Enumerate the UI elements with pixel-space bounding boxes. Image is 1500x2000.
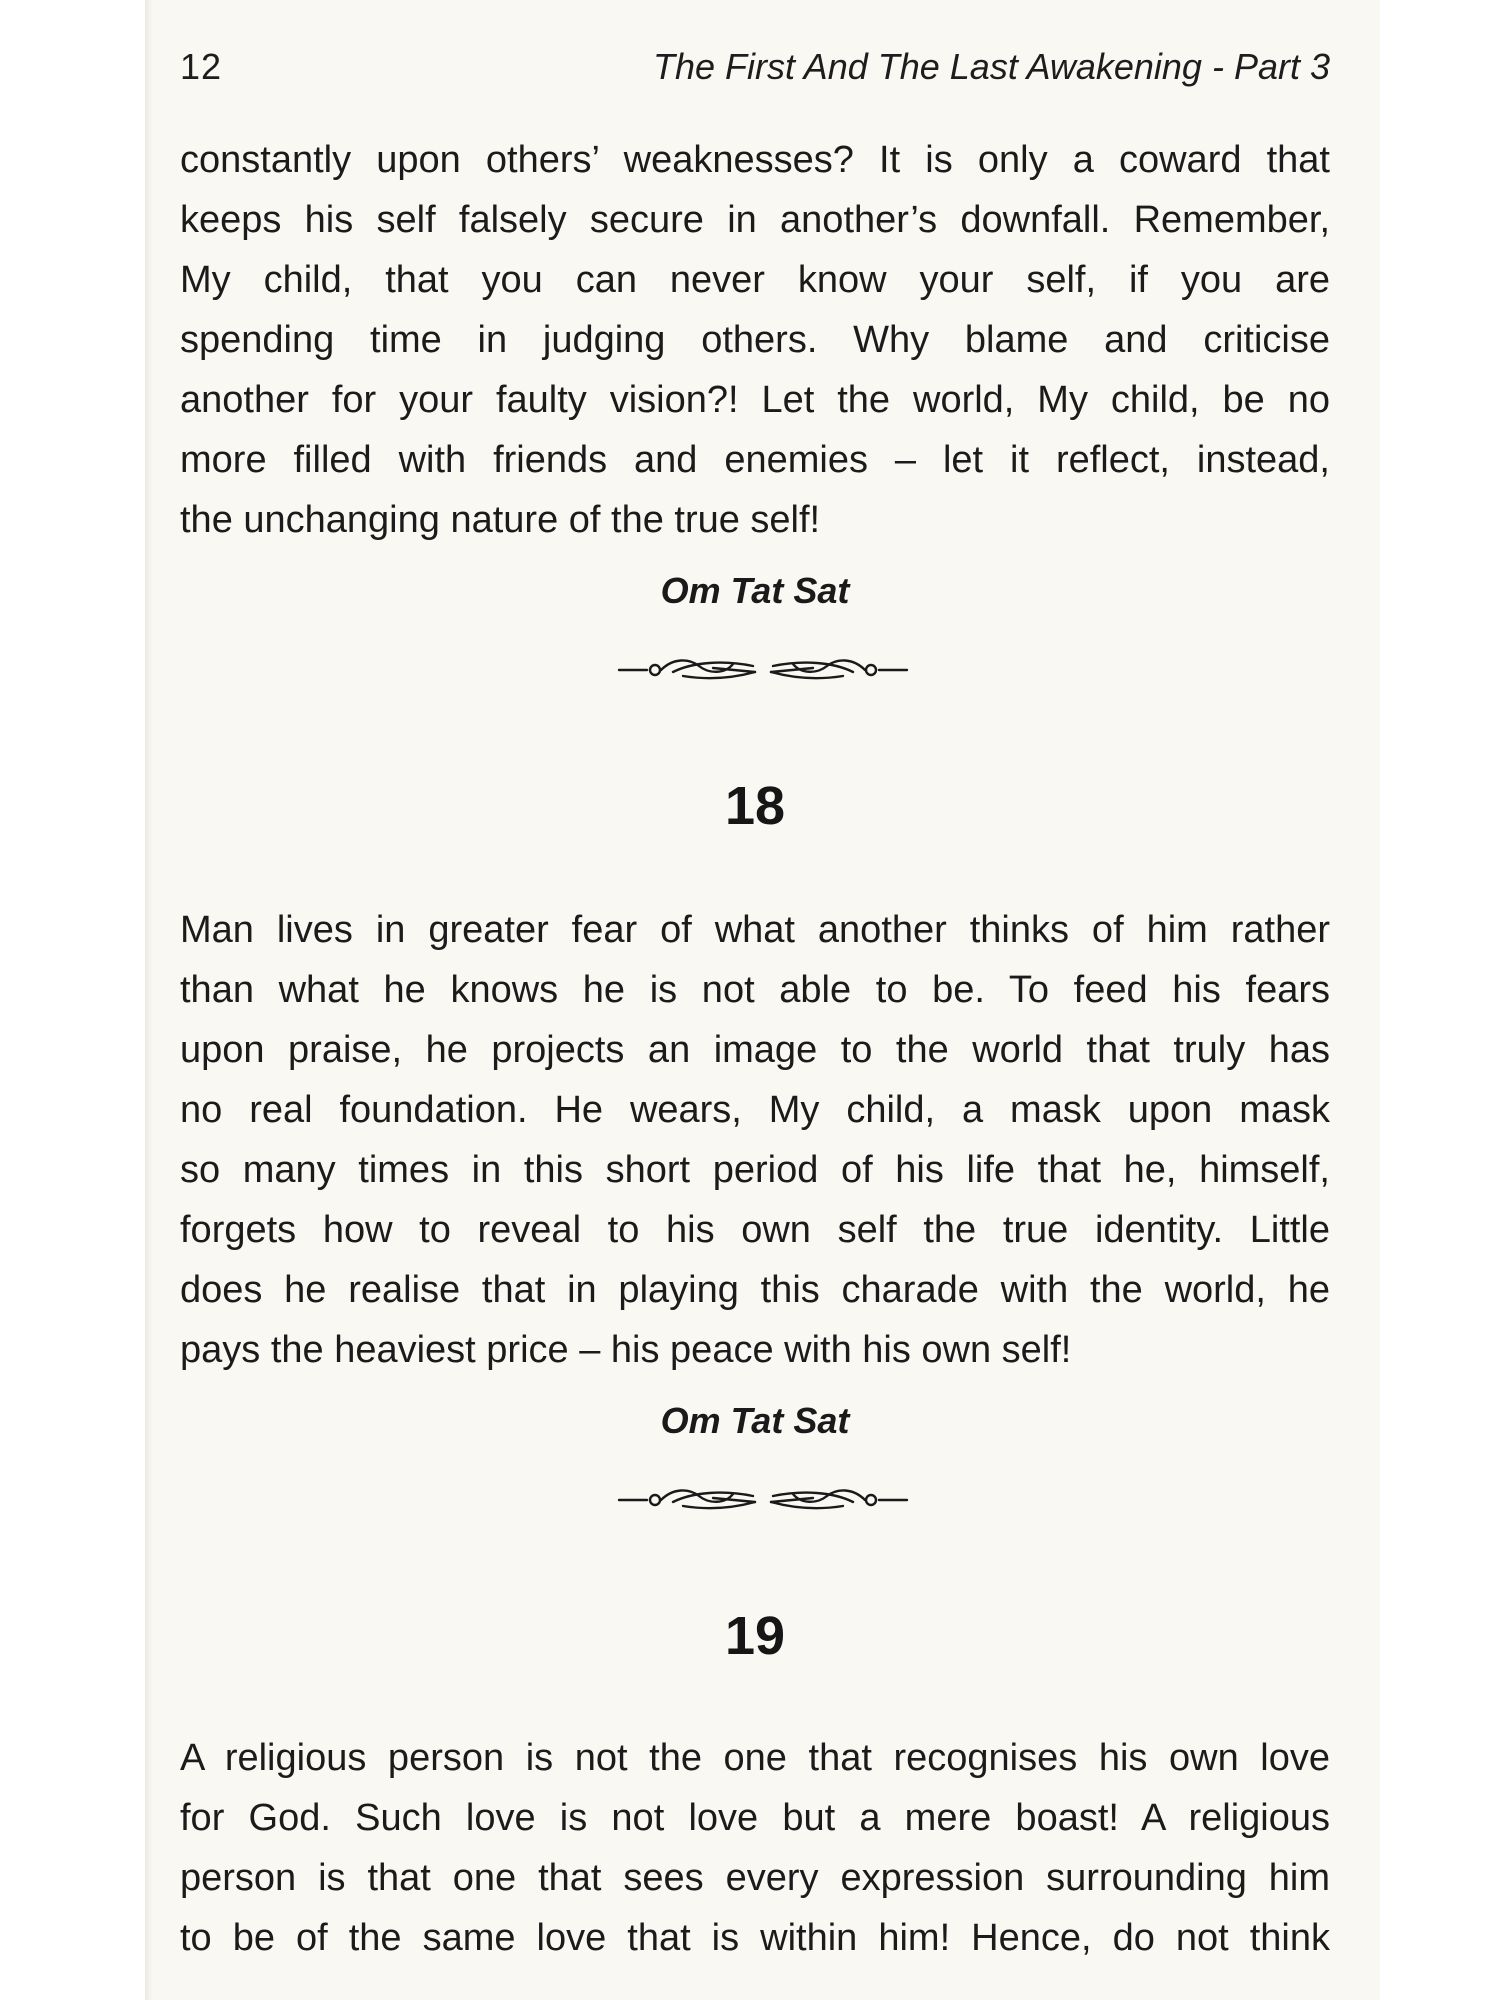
section-number-19: 19 — [724, 1606, 786, 1666]
text-line: Man lives in greater fear of what another thinks of him rather — [180, 909, 1330, 951]
text-line: than what he knows he is not able to be. To feed his fears — [180, 969, 1330, 1011]
text-line: upon praise, he projects an image to the world that truly has — [180, 1029, 1330, 1071]
text-line: does he realise that in playing this charade with the world, he — [180, 1269, 1330, 1311]
paragraph-19 — [180, 1728, 1330, 1968]
book-page — [145, 0, 1380, 2000]
text-line: pays the heaviest price – his peace with his own self! — [180, 1329, 1072, 1371]
text-line: no real foundation. He wears, My child, a mask upon mask — [180, 1089, 1330, 1131]
scroll-flourish-ornament-icon — [145, 1480, 1380, 1520]
page-number: 12 — [180, 46, 223, 87]
text-line: to be of the same love that is within him! Hence, do not think — [180, 1917, 1330, 1959]
text-line: the unchanging nature of the true self! — [180, 499, 821, 541]
closing-phrase: Om Tat Sat — [660, 570, 850, 611]
text-line: forgets how to reveal to his own self the true identity. Little — [180, 1209, 1330, 1251]
text-line: another for your faulty vision?! Let the world, My child, be no — [180, 379, 1330, 421]
paragraph-18 — [180, 900, 1330, 1380]
book-title: The First And The Last Awakening - Part 3 — [653, 46, 1330, 87]
running-head — [180, 42, 1330, 92]
text-line: My child, that you can never know your self, if you are — [180, 259, 1330, 301]
text-line: keeps his self falsely secure in another’s downfall. Remember, — [180, 199, 1330, 241]
text-line: person is that one that sees every expression surrounding him — [180, 1857, 1330, 1899]
text-line: constantly upon others’ weaknesses? It is only a coward that — [180, 139, 1330, 181]
text-line: more filled with friends and enemies – let it reflect, instead, — [180, 439, 1330, 481]
scroll-flourish-ornament-icon — [145, 650, 1380, 690]
text-line: so many times in this short period of his life that he, himself, — [180, 1149, 1330, 1191]
section-number-18: 18 — [724, 776, 786, 836]
text-line: A religious person is not the one that recognises his own love — [180, 1737, 1330, 1779]
text-line: spending time in judging others. Why blame and criticise — [180, 319, 1330, 361]
paragraph-17-continuation — [180, 130, 1330, 550]
text-line: for God. Such love is not love but a mere boast! A religious — [180, 1797, 1330, 1839]
closing-phrase: Om Tat Sat — [660, 1400, 850, 1441]
